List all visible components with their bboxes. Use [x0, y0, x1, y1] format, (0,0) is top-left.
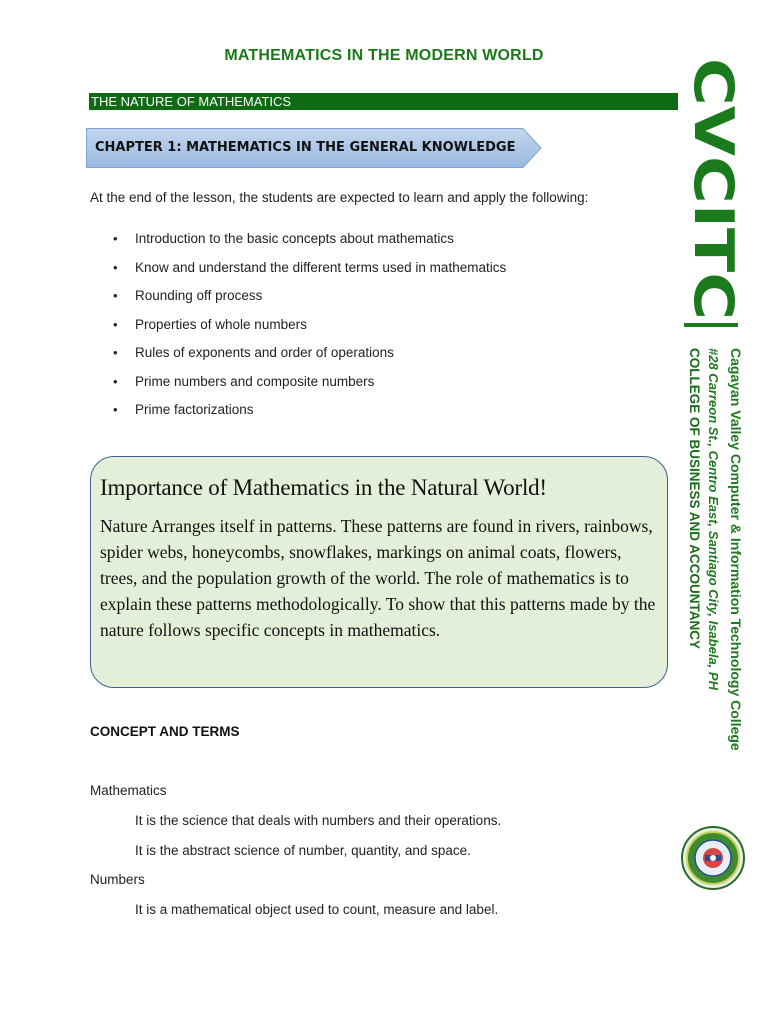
concepts-heading: CONCEPT AND TERMS — [90, 724, 240, 739]
importance-callout-box — [90, 456, 668, 688]
bullet-icon: • — [113, 345, 118, 360]
list-item — [113, 343, 506, 372]
college-address: #28 Carreon St., Centro East, Santiago City, Isabela, PH — [706, 348, 721, 690]
college-logo — [682, 58, 745, 344]
bullet-icon: • — [113, 259, 118, 275]
definition-text: It is the science that deals with numbers and their operations. — [135, 813, 502, 828]
objective-text: Know and understand the different terms used in mathematics — [135, 259, 507, 275]
objective-text: Prime numbers and composite numbers — [135, 373, 375, 389]
objective-text: Prime factorizations — [135, 402, 254, 417]
college-address-block — [685, 348, 745, 828]
chapter-banner — [86, 128, 542, 168]
list-item — [113, 372, 506, 401]
list-item — [113, 229, 506, 258]
bullet-icon: • — [113, 288, 118, 303]
college-department: COLLEGE OF BUSINESS AND ACCOUNTANCY — [687, 348, 702, 650]
chapter-title: CHAPTER 1: MATHEMATICS IN THE GENERAL KNOWLEDGE — [95, 140, 516, 155]
college-logo-wordmark — [682, 58, 745, 344]
list-item — [113, 400, 506, 429]
bullet-icon: • — [113, 373, 118, 389]
document-title: MATHEMATICS IN THE MODERN WORLD — [224, 47, 544, 64]
callout-body: Nature Arranges itself in patterns. These patterns are found in rivers, rainbows, spider webs, honeycombs, snowflakes, markings on animal coats, flowers, trees, and the population growth of the world. The role of mathematics is to explain these patterns methodologically. To show that this patterns made by the nature follows specific concepts in mathematics. — [100, 516, 656, 640]
logo-divider — [684, 323, 738, 327]
definition-text: It is a mathematical object used to count, measure and label. — [135, 902, 499, 917]
college-seal-icon — [681, 826, 745, 890]
logo-wordmark-text: CVCITC — [682, 58, 745, 276]
bullet-icon: • — [113, 316, 118, 332]
list-item — [113, 286, 506, 315]
callout-title: Importance of Mathematics in the Natural World! — [100, 475, 547, 500]
definition-text: It is the abstract science of number, quantity, and space. — [135, 843, 471, 858]
bullet-icon: • — [113, 402, 118, 417]
term-mathematics: Mathematics — [90, 783, 167, 798]
objectives-list — [113, 229, 506, 429]
college-name: Cagayan Valley Computer & Information Technology College — [728, 348, 744, 751]
objective-text: Properties of whole numbers — [135, 316, 307, 332]
college-seal-graphic — [681, 826, 745, 890]
intro-text: At the end of the lesson, the students are expected to learn and apply the following: — [90, 190, 589, 205]
list-item — [113, 258, 506, 287]
objective-text: Introduction to the basic concepts about mathematics — [135, 231, 454, 246]
term-numbers: Numbers — [90, 872, 145, 887]
objective-text: Rules of exponents and order of operations — [135, 345, 394, 360]
section-bar: THE NATURE OF MATHEMATICS — [89, 93, 678, 110]
bullet-icon: • — [113, 231, 118, 246]
list-item — [113, 315, 506, 344]
objective-text: Rounding off process — [135, 288, 263, 303]
